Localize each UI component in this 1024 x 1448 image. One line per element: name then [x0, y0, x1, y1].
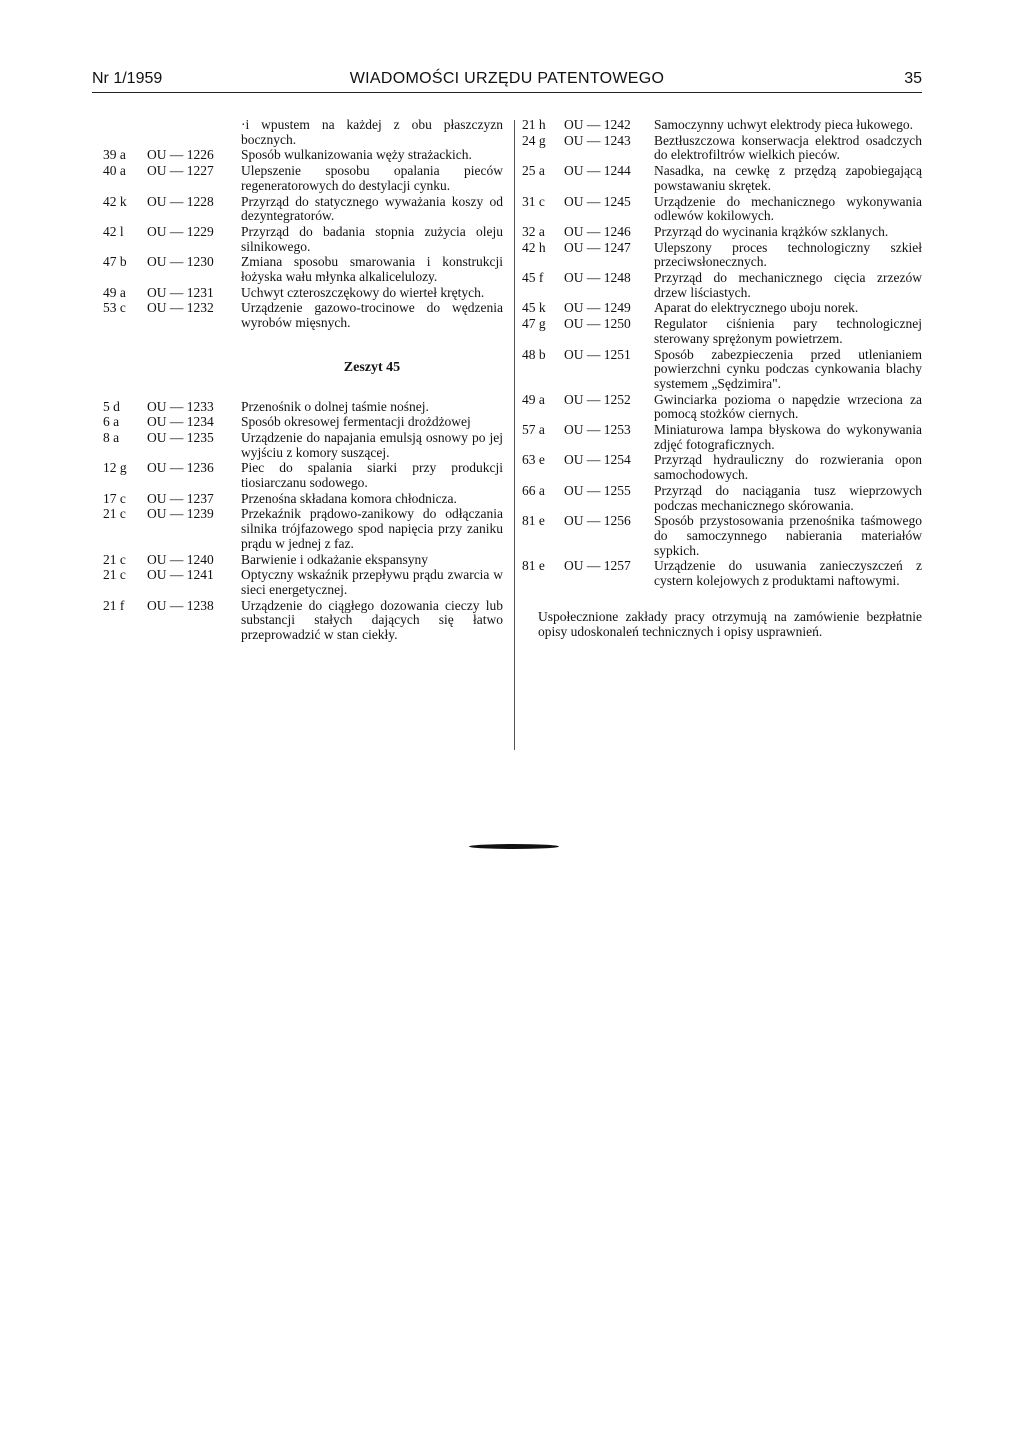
patent-entry: [103, 148, 503, 163]
patent-entry: [103, 225, 503, 254]
patent-description: Ulepszony proces technologiczny szkieł przeciwsłonecznych.: [654, 239, 922, 270]
patent-number: OU — 1242: [564, 117, 631, 132]
patent-description: Sposób przystosowania przenośnika taśmowego do samoczynnego nabierania materiałów sypkich.: [654, 513, 922, 558]
page-header: [92, 66, 922, 93]
patent-entry: [103, 461, 503, 490]
entry-list-top: [103, 148, 503, 330]
patent-entry: [103, 568, 503, 597]
class-symbol: 81 e: [522, 558, 545, 574]
class-symbol: 31 c: [522, 193, 545, 209]
patent-number: OU — 1251: [564, 346, 631, 362]
class-symbol: 81 e: [522, 513, 545, 529]
patent-number: OU — 1250: [564, 316, 631, 332]
patent-description: Sposób okresowej fermentacji drożdżowej: [241, 414, 471, 430]
class-symbol: 47 b: [103, 254, 127, 270]
patent-number: OU — 1235: [147, 429, 214, 445]
patent-entry: [103, 164, 503, 193]
patent-entry: [103, 507, 503, 551]
patent-entry: [103, 255, 503, 284]
class-symbol: 66 a: [522, 482, 545, 498]
patent-entry: [103, 553, 503, 568]
class-symbol: 12 g: [103, 460, 127, 476]
patent-number: OU — 1249: [564, 300, 631, 316]
class-symbol: 21 c: [103, 506, 126, 522]
patent-number: OU — 1226: [147, 147, 214, 163]
patent-description: Optyczny wskaźnik przepływu prądu zwarcia w sieci energetycznej.: [241, 567, 503, 597]
patent-entry: [522, 118, 922, 133]
patent-description: Przyrząd do wycinania krążków szklanych.: [654, 223, 889, 239]
patent-entry: [522, 453, 922, 482]
patent-number: OU — 1236: [147, 460, 214, 476]
patent-entry: [103, 400, 503, 415]
class-symbol: 57 a: [522, 422, 545, 438]
class-symbol: 42 h: [522, 239, 546, 255]
patent-number: OU — 1256: [564, 513, 631, 529]
patent-number: OU — 1241: [147, 567, 214, 583]
patent-entry: [522, 195, 922, 224]
patent-description: Urządzenie gazowo-trocinowe do wędzenia wyrobów mięsnych.: [241, 300, 503, 331]
patent-number: OU — 1244: [564, 163, 631, 179]
class-symbol: 25 a: [522, 163, 545, 179]
patent-description: Przenośnik o dolnej taśmie nośnej.: [241, 398, 429, 414]
class-symbol: 42 l: [103, 223, 124, 239]
patent-entry: [522, 393, 922, 422]
class-symbol: 42 k: [103, 193, 127, 209]
patent-description: Regulator ciśnienia pary technologicznej sterowany sprężonym powietrzem.: [654, 316, 922, 346]
patent-description: Sposób zabezpieczenia przed utlenianiem powierzchni cynku podczas cynkowania blachy systemem „Sędzimira".: [654, 346, 922, 391]
patent-description: Urządzenie do usuwania zanieczyszczeń z cystern kolejowych z produktami naftowymi.: [654, 558, 922, 589]
class-symbol: 53 c: [103, 300, 126, 316]
patent-description: Przekaźnik prądowo-zanikowy do odłączania silnika trójfazowego spod napięcia przy zaniku prądu w jednej z faz.: [241, 506, 503, 551]
patent-number: OU — 1246: [564, 223, 631, 239]
patent-entry: [103, 286, 503, 301]
right-column: [522, 118, 922, 639]
class-symbol: 45 f: [522, 270, 544, 286]
section-title: Zeszyt 45: [343, 359, 401, 375]
patent-number: OU — 1231: [147, 284, 214, 300]
class-symbol: 40 a: [103, 163, 126, 179]
patent-number: OU — 1234: [147, 414, 214, 430]
entry-list-bottom: [103, 400, 503, 643]
class-symbol: 17 c: [103, 490, 126, 506]
patent-entry: [522, 559, 922, 588]
class-symbol: 21 f: [103, 597, 125, 613]
patent-number: OU — 1233: [147, 398, 214, 414]
column-divider: [514, 120, 515, 750]
patent-description: Ulepszenie sposobu opalania pieców regeneratorowych do destylacji cynku.: [241, 163, 503, 193]
patent-number: OU — 1228: [147, 193, 214, 209]
issue-number: Nr 1/1959: [92, 70, 163, 87]
patent-entry: [522, 271, 922, 300]
class-symbol: 6 a: [103, 414, 120, 430]
patent-number: OU — 1232: [147, 300, 214, 316]
patent-description: Miniaturowa lampa błyskowa do wykonywania zdjęć fotograficznych.: [654, 422, 922, 452]
patent-number: OU — 1229: [147, 223, 214, 239]
patent-entry: [522, 225, 922, 240]
patent-description: Nasadka, na cewkę z przędzą zapobiegającą powstawaniu skrętek.: [654, 163, 922, 193]
class-symbol: 49 a: [522, 391, 545, 407]
publication-title: WIADOMOŚCI URZĘDU PATENTOWEGO: [349, 70, 665, 87]
patent-description: Przenośna składana komora chłodnicza.: [241, 490, 457, 506]
class-symbol: 8 a: [103, 429, 120, 445]
patent-entry: [103, 195, 503, 224]
class-symbol: 47 g: [522, 316, 546, 332]
patent-description: Przyrząd hydrauliczny do rozwierania opon samochodowych.: [654, 452, 922, 483]
patent-entry: [522, 348, 922, 392]
patent-entry: [103, 492, 503, 507]
patent-number: OU — 1238: [147, 597, 214, 613]
patent-description: Uchwyt czteroszczękowy do wierteł krętych.: [241, 284, 485, 300]
patent-entry: [522, 317, 922, 346]
patent-description: Urządzenie do ciągłego dozowania cieczy lub substancji stałych dających się łatwo przeprowadzić w stan ciekły.: [241, 597, 503, 643]
patent-number: OU — 1252: [564, 391, 631, 407]
class-symbol: 48 b: [522, 346, 546, 362]
patent-number: OU — 1254: [564, 452, 631, 468]
patent-number: OU — 1237: [147, 490, 214, 506]
patent-entry: [522, 164, 922, 193]
patent-entry: [103, 599, 503, 643]
patent-description: Przyrząd do badania stopnia zużycia oleju silnikowego.: [241, 223, 503, 254]
patent-number: OU — 1247: [564, 239, 631, 255]
notice-text: Uspołecznione zakłady pracy otrzymują na zamówienie bezpłatnie opisy udoskonaleń technicznych i opisy usprawnień.: [538, 608, 922, 639]
class-symbol: 32 a: [522, 223, 545, 239]
class-symbol: 21 c: [103, 567, 126, 583]
patent-entry: [522, 241, 922, 270]
end-ornament-rule: [469, 844, 559, 849]
left-column: [103, 118, 503, 644]
class-symbol: 63 e: [522, 452, 545, 468]
patent-description: Urządzenie do mechanicznego wykonywania odlewów kokilowych.: [654, 193, 922, 224]
class-symbol: 5 d: [103, 398, 120, 414]
entry-list-right: [522, 118, 922, 589]
patent-entry: [103, 431, 503, 460]
patent-number: OU — 1240: [147, 551, 214, 567]
patent-entry: [522, 514, 922, 558]
patent-description: Przyrząd do mechanicznego cięcia zrzezów drzew liściastych.: [654, 270, 922, 300]
class-symbol: 21 h: [522, 117, 546, 132]
patent-number: OU — 1248: [564, 270, 631, 286]
class-symbol: 39 a: [103, 147, 126, 163]
patent-description: Beztłuszczowa konserwacja elektrod osadczych do elektrofiltrów wielkich pieców.: [654, 132, 922, 163]
patent-description: Aparat do elektrycznego uboju norek.: [654, 300, 859, 316]
class-symbol: 24 g: [522, 132, 546, 148]
patent-description: Gwinciarka poziomа o napędzie wrzeciona za pomocą stożków ciernych.: [654, 391, 922, 422]
continued-description: ·i wpustem na każdej z obu płaszczyzn bocznych.: [241, 117, 503, 147]
patent-number: OU — 1253: [564, 422, 631, 438]
patent-number: OU — 1245: [564, 193, 631, 209]
patent-entry: [522, 484, 922, 513]
patent-number: OU — 1239: [147, 506, 214, 522]
patent-entry: [522, 423, 922, 452]
patent-description: Sposób wulkanizowania węży strażackich.: [241, 147, 472, 163]
patent-description: Samoczynny uchwyt elektrody pieca łukowego.: [654, 117, 914, 132]
patent-entry: [103, 301, 503, 330]
page-number: 35: [904, 70, 922, 87]
patent-number: OU — 1230: [147, 254, 214, 270]
patent-entry: [522, 301, 922, 316]
patent-number: OU — 1227: [147, 163, 214, 179]
patent-entry: [522, 134, 922, 163]
patent-description: Przyrząd do statycznego wyważania koszy od dezyntegratorów.: [241, 193, 503, 224]
patent-description: Barwienie i odkażanie ekspansyny: [241, 551, 429, 567]
patent-entry: [103, 415, 503, 430]
patent-description: Zmiana sposobu smarowania i konstrukcji łożyska wału młynka alkalicelulozy.: [241, 254, 503, 285]
patent-description: Przyrząd do naciągania tusz wieprzowych podczas mechanicznego skórowania.: [654, 482, 922, 513]
patent-number: OU — 1243: [564, 132, 631, 148]
class-symbol: 21 c: [103, 551, 126, 567]
patent-number: OU — 1255: [564, 482, 631, 498]
patent-number: OU — 1257: [564, 558, 631, 574]
patent-description: Urządzenie do napajania emulsją osnowy po jej wyjściu z komory suszącej.: [241, 429, 503, 460]
class-symbol: 49 a: [103, 284, 126, 300]
class-symbol: 45 k: [522, 300, 546, 316]
patent-description: Piec do spalania siarki przy produkcji tiosiarczanu sodowego.: [241, 460, 503, 491]
